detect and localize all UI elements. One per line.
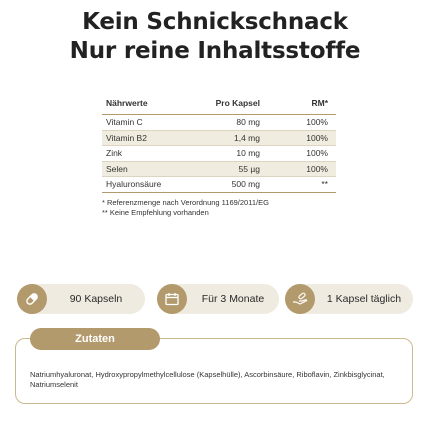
cell-rm: 100% (264, 130, 336, 146)
cell-amount: 500 mg (188, 177, 264, 193)
cell-rm: ** (264, 177, 336, 193)
footnote-reference: * Referenzmenge nach Verordnung 1169/2011/EG (102, 198, 269, 207)
table-row (102, 161, 336, 177)
cell-rm: 100% (264, 146, 336, 162)
cell-amount: 80 mg (188, 115, 264, 131)
headline-line-1: Kein Schnickschnack (82, 9, 348, 35)
cell-nutrient: Vitamin B2 (102, 130, 188, 146)
header-rm: RM* (264, 94, 336, 115)
cell-nutrient: Vitamin C (102, 115, 188, 131)
badge-label: 90 Kapseln (69, 293, 123, 305)
cell-amount: 55 µg (188, 161, 264, 177)
badge-duration (157, 284, 279, 314)
hand-pill-icon (285, 284, 315, 314)
badge-capsule-count (17, 284, 145, 314)
ingredients-text: Natriumhyaluronat, Hydroxypropylmethylcellulose (Kapselhülle), Ascorbinsäure, Riboflavin, Zinkbisglycinat, Natriumselenit (30, 370, 385, 389)
cell-nutrient: Hyaluronsäure (102, 177, 188, 193)
badge-dosage (285, 284, 413, 314)
table-row (102, 146, 336, 162)
headline (0, 8, 430, 66)
badge-label: 1 Kapsel täglich (326, 293, 402, 305)
capsule-icon (17, 284, 47, 314)
cell-rm: 100% (264, 161, 336, 177)
nutrition-table (102, 94, 336, 193)
footnotes (102, 198, 269, 218)
header-per-capsule: Pro Kapsel (188, 94, 264, 115)
table-row (102, 130, 336, 146)
badge-label: Für 3 Monate (201, 293, 265, 305)
ingredients-title: Zutaten (30, 328, 160, 350)
cell-rm: 100% (264, 115, 336, 131)
table-header-row (102, 94, 336, 115)
table-row (102, 177, 336, 193)
footnote-no-recommendation: ** Keine Empfehlung vorhanden (102, 208, 209, 217)
cell-nutrient: Selen (102, 161, 188, 177)
cell-nutrient: Zink (102, 146, 188, 162)
cell-amount: 10 mg (188, 146, 264, 162)
headline-line-2: Nur reine Inhaltsstoffe (69, 38, 361, 64)
table-row (102, 115, 336, 131)
calendar-icon (157, 284, 187, 314)
header-nutrient: Nährwerte (102, 94, 188, 115)
cell-amount: 1,4 mg (188, 130, 264, 146)
